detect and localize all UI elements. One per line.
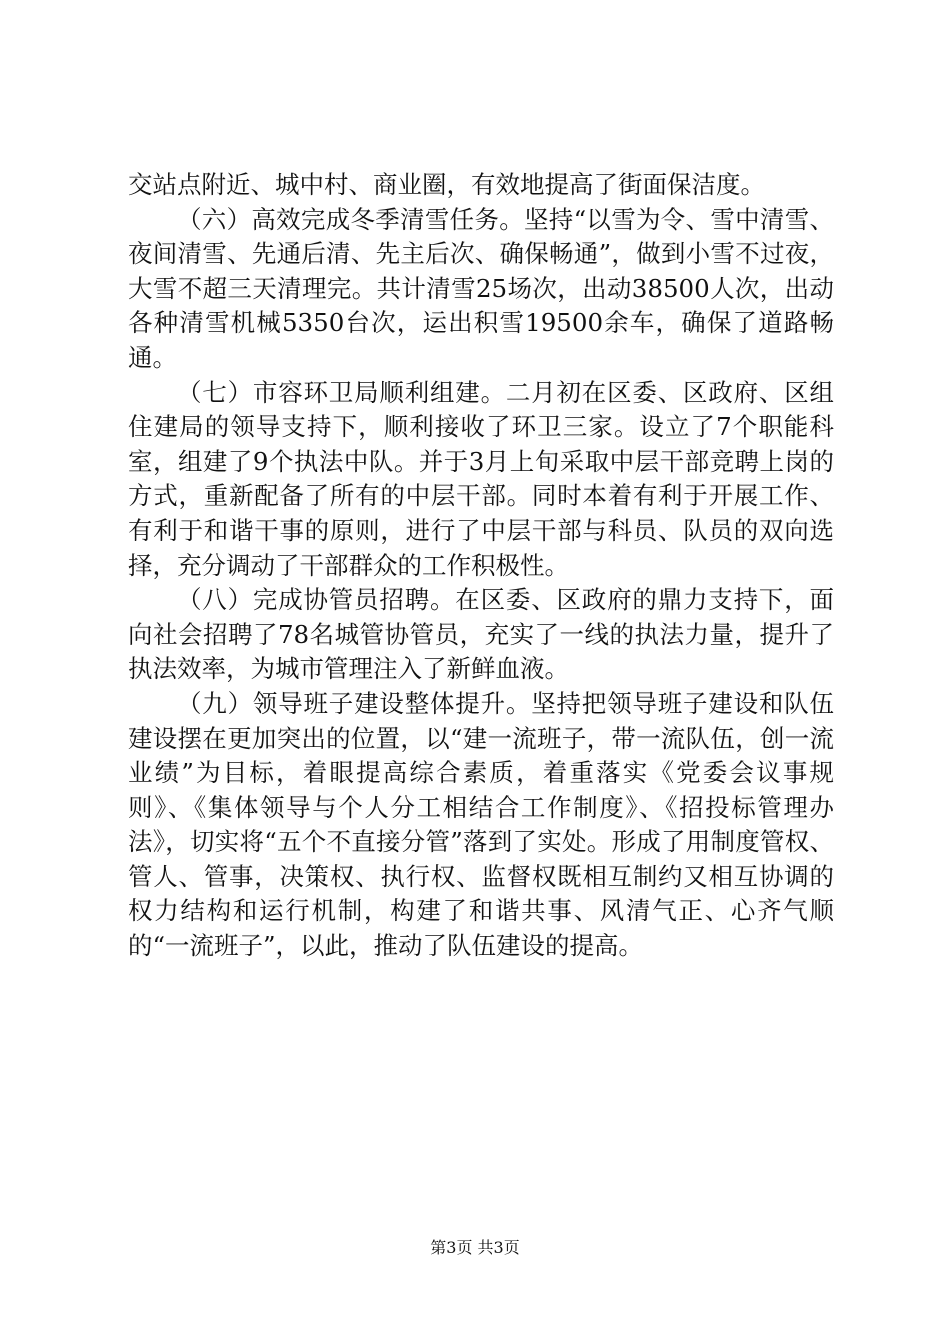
paragraph-snow-clearing: （六）高效完成冬季清雪任务。坚持“以雪为令、雪中清雪、夜间清雪、先通后清、先主后次、确保畅通”，做到小雪不过夜，大雪不超三天清理完。共计清雪25场次，出动38500人次，出动各种清雪机械5350台次，运出积雪19500余车，确保了道路畅通。 [128,204,834,372]
paragraph-continuation: 交站点附近、城中村、商业圈，有效地提高了街面保洁度。 [128,170,765,199]
page-footer: 第3页 共3页 [430,1238,520,1257]
paragraph-leadership-building: （九）领导班子建设整体提升。坚持把领导班子建设和队伍建设摆在更加突出的位置，以“建一流班子，带一流队伍，创一流业绩”为目标，着眼提高综合素质，着重落实《党委会议事规则》、《集体领导与个人分工相结合工作制度》、《招投标管理办法》，切实将“五个不直接分管”落到了实处。形成了用制度管权、管人、管事，决策权、执行权、监督权既相互制约又相互协调的权力结构和运行机制，构建了和谐共事、风清气正、心齐气顺的“一流班子”，以此，推动了队伍建设的提高。 [128,688,834,961]
paragraph-assistant-recruitment: （八）完成协管员招聘。在区委、区政府的鼎力支持下，面向社会招聘了78名城管协管员，充实了一线的执法力量，提升了执法效率，为城市管理注入了新鲜血液。 [128,585,834,684]
paragraph-bureau-established: （七）市容环卫局顺利组建。二月初在区委、区政府、区组住建局的领导支持下，顺利接收了环卫三家。设立了7个职能科室，组建了9个执法中队。并于3月上旬采取中层干部竞聘上岗的方式，重新配备了所有的中层干部。同时本着有利于开展工作、有利于和谐干事的原则，进行了中层干部与科员、队员的双向选择，充分调动了干部群众的工作积极性。 [128,377,834,580]
document-body [128,168,834,964]
